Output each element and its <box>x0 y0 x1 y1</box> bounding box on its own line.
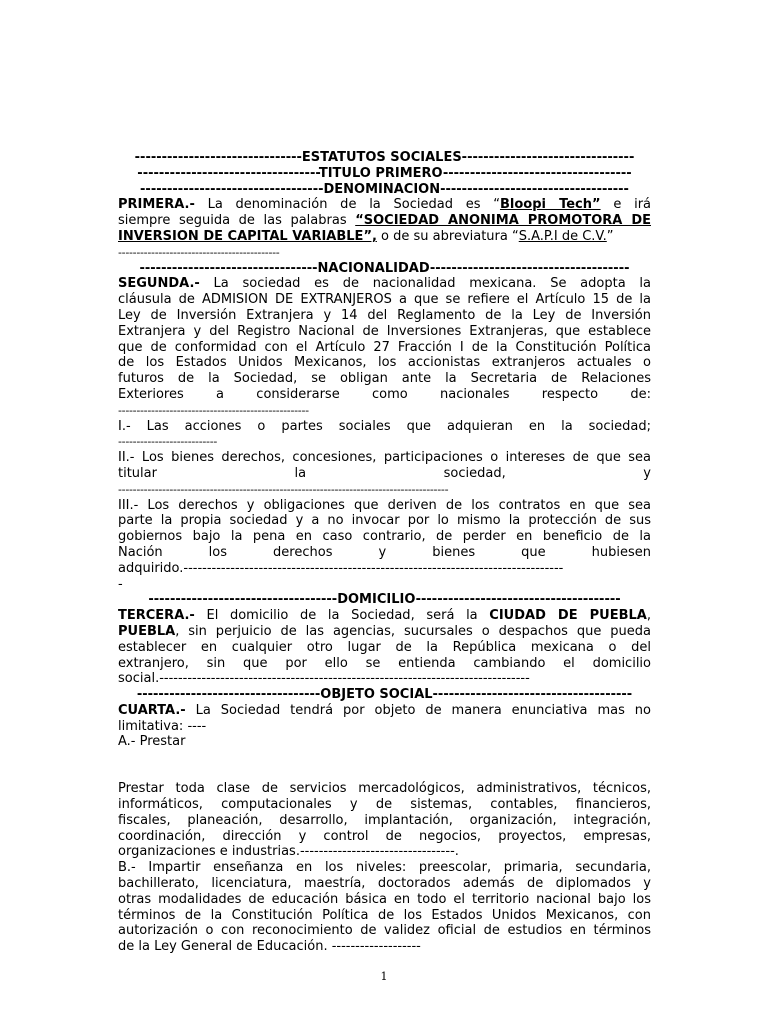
company-name: Bloopi Tech” <box>499 197 601 213</box>
clause-cuarta-line-3: A.- Prestar <box>118 734 186 750</box>
blank-space <box>118 750 651 781</box>
item-iii-line-4: Nación los derechos y bienes que hubiesen <box>118 544 651 560</box>
paragraph-a-line-1: Prestar toda clase de servicios mercadológicos, administrativos, técnicos, <box>118 781 651 797</box>
heading-estatutos-sociales: -------------------------------ESTATUTOS SOCIALES-------------------------------- <box>134 150 635 165</box>
company-type-2: INVERSIÓN DE CAPITAL VARIABLE”, <box>118 228 377 244</box>
clause-tercera-label: TERCERA.- <box>118 608 195 624</box>
separator-dashes: --------------------------- <box>118 435 218 449</box>
clause-segunda-line-1: SEGUNDA.- La sociedad es de nacionalidad mexicana. Se adopta la <box>118 276 651 292</box>
company-abbreviation: S.A.P.I de C.V. <box>518 228 607 244</box>
paragraph-b-line-6: de la Ley General de Educación. ------------------- <box>118 939 421 955</box>
state-name: PUEBLA <box>118 623 176 639</box>
clause-segunda-line-5: que de conformidad con el Artículo 27 Fracción I de la Constitución Política <box>118 339 651 355</box>
clause-segunda-line-3: Ley de Inversión Extranjera y 14 del Reglamento de la Ley de Inversión <box>118 307 651 323</box>
company-type-1: “SOCIEDAD ANÓNIMA PROMOTORA DE <box>355 213 651 229</box>
heading-objeto-social: ----------------------------------OBJETO SOCIAL------------------------------------- <box>136 687 633 703</box>
clause-segunda-line-8: Exteriores a considerarse como nacionales respecto de: <box>118 386 651 402</box>
clause-tercera-line-1: TERCERA.- El domicilio de la Sociedad, será la CIUDAD DE PUEBLA, <box>118 608 651 624</box>
heading-denominacion: ----------------------------------DENOMINACIÓN----------------------------------- <box>140 181 629 197</box>
clause-tercera-line-3: establecer en cualquier otro lugar de la República mexicana o del <box>118 639 651 655</box>
item-iii-line-2: parte la propia sociedad y a no invocar por lo mismo la protección de sus <box>118 513 651 529</box>
paragraph-b-line-2: bachillerato, licenciatura, maestría, doctorados además de diplomados y <box>118 876 651 892</box>
heading-titulo-primero: ----------------------------------TITULO PRIMERO----------------------------------- <box>137 165 632 181</box>
paragraph-a-line-2: informáticos, computacionales y de sistemas, contables, financieros, <box>118 797 651 813</box>
separator-dashes: ---------------------------------------------------- <box>118 403 309 417</box>
paragraph-a-line-3: fiscales, planeación, desarrollo, implantación, organización, integración, <box>118 812 651 828</box>
item-iii-line-1: III.- Los derechos y obligaciones que deriven de los contratos en que sea <box>118 497 651 513</box>
item-ii-line-1: II.- Los bienes derechos, concesiones, participaciones o intereses de que sea <box>118 450 651 466</box>
clause-segunda-label: SEGUNDA.- <box>118 276 200 292</box>
paragraph-b-line-3: otras modalidades de educación básica en todo el territorio nacional bajo los <box>118 891 651 907</box>
clause-tercera-line-5: social.------------------------------------------------------------------------------- <box>118 671 530 687</box>
heading-nacionalidad: ---------------------------------NACIONALIDAD------------------------------------- <box>139 260 630 276</box>
clause-primera-label: PRIMERA.- <box>118 197 195 213</box>
paragraph-b-line-1: B.- Impartir enseñanza en los niveles: preescolar, primaria, secundaria, <box>118 860 651 876</box>
item-i: I.- Las acciones o partes sociales que adquieran en la sociedad; <box>118 418 651 434</box>
clause-cuarta-label: CUARTA.- <box>118 702 186 718</box>
city-name: CIUDAD DE PUEBLA <box>489 608 647 624</box>
paragraph-a-line-5: organizaciones e industrias.---------------------------------. <box>118 844 459 860</box>
heading-domicilio: -----------------------------------DOMICILIO-------------------------------------- <box>148 592 621 608</box>
clause-tercera-line-2: PUEBLA, sin perjuicio de las agencias, sucursales o despachos que pueda <box>118 623 651 639</box>
item-iii-line-6: - <box>118 576 123 592</box>
clause-primera-line-1: PRIMERA.- La denominación de la Sociedad es “Bloopi Tech” e irá <box>118 197 651 213</box>
document-page <box>118 150 651 955</box>
clause-segunda-line-4: Extranjera y del Registro Nacional de Inversiones Extranjeras, que establece <box>118 323 651 339</box>
clause-tercera-line-4: extranjero, sin que por ello se entienda cambiando el domicilio <box>118 655 651 671</box>
clause-primera-line-3: INVERSIÓN DE CAPITAL VARIABLE”, o de su abreviatura “S.A.P.I de C.V.” <box>118 228 614 244</box>
paragraph-b-line-4: términos de la Constitución Política de los Estados Unidos Mexicanos, con <box>118 907 651 923</box>
page-number: 1 <box>380 970 388 983</box>
paragraph-b-line-5: autorización o con reconocimiento de validez oficial de estudios en términos <box>118 923 651 939</box>
clause-segunda-line-2: cláusula de ADMISIÓN DE EXTRANJEROS a que se refiere el Artículo 15 de la <box>118 292 651 308</box>
clause-cuarta-line-1: CUARTA.- La Sociedad tendrá por objeto de manera enunciativa mas no <box>118 702 651 718</box>
clause-cuarta-line-2: limitativa: ---- <box>118 718 207 734</box>
item-ii-line-2: titular la sociedad, y <box>118 465 651 481</box>
clause-segunda-line-7: futuros de la Sociedad, se obligan ante la Secretaria de Relaciones <box>118 371 651 387</box>
clause-segunda-line-6: de los Estados Unidos Mexicanos, los accionistas extranjeros actuales o <box>118 355 651 371</box>
paragraph-a-line-4: coordinación, dirección y control de negocios, proyectos, empresas, <box>118 828 651 844</box>
item-iii-line-5: adquirido.--------------------------------------------------------------------------------- <box>118 560 564 576</box>
clause-primera-line-2: siempre seguida de las palabras “SOCIEDAD ANÓNIMA PROMOTORA DE <box>118 213 651 229</box>
separator-dashes: ------------------------------------------------------------------------------------------ <box>118 482 449 496</box>
item-iii-line-3: gobiernos bajo la pena en caso contrario, de perder en beneficio de la <box>118 529 651 545</box>
separator-dashes: -------------------------------------------- <box>118 245 280 259</box>
